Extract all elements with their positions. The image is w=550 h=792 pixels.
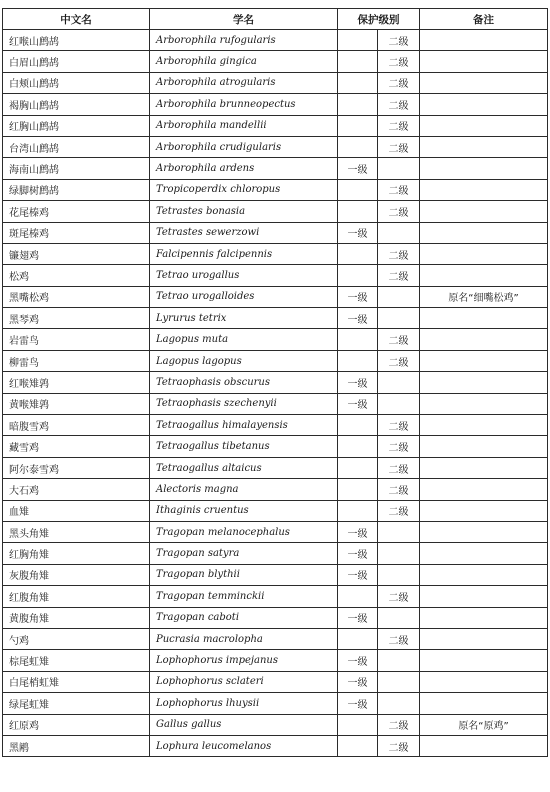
chinese-name-cell: 松鸡 xyxy=(3,265,150,286)
header-remarks: 备注 xyxy=(420,9,548,30)
chinese-name-cell: 白颊山鹧鸪 xyxy=(3,72,150,93)
level-two-cell xyxy=(378,564,420,585)
table-row xyxy=(3,564,548,585)
level-one-cell: 一级 xyxy=(338,693,378,714)
level-one-cell xyxy=(338,628,378,649)
level-one-cell xyxy=(338,51,378,72)
table-row xyxy=(3,308,548,329)
chinese-name-cell: 柳雷鸟 xyxy=(3,350,150,371)
remarks-cell xyxy=(420,500,548,521)
table-row xyxy=(3,136,548,157)
scientific-name-cell: Tetrao urogallus xyxy=(150,265,338,286)
scientific-name-cell: Tragopan caboti xyxy=(150,607,338,628)
scientific-name-cell: Arborophila gingica xyxy=(150,51,338,72)
chinese-name-cell: 花尾榛鸡 xyxy=(3,201,150,222)
level-two-cell xyxy=(378,286,420,307)
chinese-name-cell: 棕尾虹雉 xyxy=(3,650,150,671)
level-two-cell xyxy=(378,607,420,628)
table-row xyxy=(3,265,548,286)
chinese-name-cell: 黄喉雉鹑 xyxy=(3,393,150,414)
header-scientific-name: 学名 xyxy=(150,9,338,30)
scientific-name-cell: Tetraogallus tibetanus xyxy=(150,436,338,457)
scientific-name-cell: Tragopan melanocephalus xyxy=(150,521,338,542)
level-two-cell: 二级 xyxy=(378,30,420,51)
level-one-cell: 一级 xyxy=(338,671,378,692)
chinese-name-cell: 白眉山鹧鸪 xyxy=(3,51,150,72)
remarks-cell xyxy=(420,607,548,628)
chinese-name-cell: 台湾山鹧鸪 xyxy=(3,136,150,157)
remarks-cell xyxy=(420,671,548,692)
scientific-name-cell: Tetraophasis szechenyii xyxy=(150,393,338,414)
level-one-cell xyxy=(338,586,378,607)
table-row xyxy=(3,30,548,51)
header-chinese-name: 中文名 xyxy=(3,9,150,30)
scientific-name-cell: Alectoris magna xyxy=(150,479,338,500)
table-row xyxy=(3,243,548,264)
chinese-name-cell: 血雉 xyxy=(3,500,150,521)
remarks-cell xyxy=(420,693,548,714)
table-row xyxy=(3,693,548,714)
table-row xyxy=(3,286,548,307)
scientific-name-cell: Lagopus lagopus xyxy=(150,350,338,371)
level-two-cell: 二级 xyxy=(378,179,420,200)
level-two-cell: 二级 xyxy=(378,436,420,457)
level-two-cell xyxy=(378,372,420,393)
scientific-name-cell: Pucrasia macrolopha xyxy=(150,628,338,649)
scientific-name-cell: Lyrurus tetrix xyxy=(150,308,338,329)
level-two-cell: 二级 xyxy=(378,500,420,521)
scientific-name-cell: Lophophorus impejanus xyxy=(150,650,338,671)
table-row xyxy=(3,158,548,179)
chinese-name-cell: 岩雷鸟 xyxy=(3,329,150,350)
table-row xyxy=(3,350,548,371)
scientific-name-cell: Tetraogallus altaicus xyxy=(150,457,338,478)
remarks-cell xyxy=(420,222,548,243)
remarks-cell xyxy=(420,72,548,93)
scientific-name-cell: Ithaginis cruentus xyxy=(150,500,338,521)
level-two-cell: 二级 xyxy=(378,628,420,649)
chinese-name-cell: 藏雪鸡 xyxy=(3,436,150,457)
level-two-cell: 二级 xyxy=(378,201,420,222)
chinese-name-cell: 红原鸡 xyxy=(3,714,150,735)
level-one-cell: 一级 xyxy=(338,521,378,542)
table-row xyxy=(3,543,548,564)
chinese-name-cell: 红胸角雉 xyxy=(3,543,150,564)
remarks-cell xyxy=(420,115,548,136)
chinese-name-cell: 黑琴鸡 xyxy=(3,308,150,329)
scientific-name-cell: Arborophila crudigularis xyxy=(150,136,338,157)
level-one-cell xyxy=(338,243,378,264)
level-one-cell xyxy=(338,329,378,350)
scientific-name-cell: Arborophila mandellii xyxy=(150,115,338,136)
scientific-name-cell: Arborophila rufogularis xyxy=(150,30,338,51)
remarks-cell xyxy=(420,30,548,51)
chinese-name-cell: 斑尾榛鸡 xyxy=(3,222,150,243)
table-row xyxy=(3,201,548,222)
level-two-cell: 二级 xyxy=(378,94,420,115)
remarks-cell xyxy=(420,735,548,756)
level-two-cell xyxy=(378,693,420,714)
level-two-cell: 二级 xyxy=(378,415,420,436)
remarks-cell xyxy=(420,329,548,350)
level-one-cell: 一级 xyxy=(338,564,378,585)
level-two-cell: 二级 xyxy=(378,714,420,735)
level-one-cell: 一级 xyxy=(338,372,378,393)
chinese-name-cell: 红胸山鹧鸪 xyxy=(3,115,150,136)
level-two-cell: 二级 xyxy=(378,136,420,157)
chinese-name-cell: 大石鸡 xyxy=(3,479,150,500)
scientific-name-cell: Gallus gallus xyxy=(150,714,338,735)
level-one-cell: 一级 xyxy=(338,650,378,671)
chinese-name-cell: 白尾梢虹雉 xyxy=(3,671,150,692)
table-row xyxy=(3,415,548,436)
level-two-cell: 二级 xyxy=(378,329,420,350)
level-one-cell: 一级 xyxy=(338,308,378,329)
table-row xyxy=(3,179,548,200)
table-row xyxy=(3,436,548,457)
level-one-cell xyxy=(338,415,378,436)
scientific-name-cell: Lagopus muta xyxy=(150,329,338,350)
remarks-cell xyxy=(420,650,548,671)
scientific-name-cell: Tetraophasis obscurus xyxy=(150,372,338,393)
scientific-name-cell: Falcipennis falcipennis xyxy=(150,243,338,264)
level-one-cell: 一级 xyxy=(338,393,378,414)
level-one-cell xyxy=(338,479,378,500)
level-two-cell xyxy=(378,393,420,414)
table-row xyxy=(3,671,548,692)
remarks-cell xyxy=(420,158,548,179)
level-one-cell xyxy=(338,436,378,457)
remarks-cell xyxy=(420,415,548,436)
remarks-cell xyxy=(420,586,548,607)
level-one-cell xyxy=(338,735,378,756)
table-row xyxy=(3,607,548,628)
level-one-cell xyxy=(338,457,378,478)
level-two-cell: 二级 xyxy=(378,115,420,136)
scientific-name-cell: Tragopan temminckii xyxy=(150,586,338,607)
chinese-name-cell: 黑鹇 xyxy=(3,735,150,756)
scientific-name-cell: Arborophila ardens xyxy=(150,158,338,179)
level-one-cell xyxy=(338,94,378,115)
remarks-cell xyxy=(420,628,548,649)
chinese-name-cell: 镰翅鸡 xyxy=(3,243,150,264)
chinese-name-cell: 绿尾虹雉 xyxy=(3,693,150,714)
remarks-cell: 原名“原鸡” xyxy=(420,714,548,735)
table-row xyxy=(3,457,548,478)
scientific-name-cell: Lophophorus sclateri xyxy=(150,671,338,692)
table-row xyxy=(3,51,548,72)
level-two-cell: 二级 xyxy=(378,72,420,93)
scientific-name-cell: Tetraogallus himalayensis xyxy=(150,415,338,436)
scientific-name-cell: Tragopan blythii xyxy=(150,564,338,585)
chinese-name-cell: 红腹角雉 xyxy=(3,586,150,607)
remarks-cell xyxy=(420,457,548,478)
level-one-cell xyxy=(338,201,378,222)
scientific-name-cell: Tropicoperdix chloropus xyxy=(150,179,338,200)
level-two-cell xyxy=(378,671,420,692)
level-two-cell: 二级 xyxy=(378,350,420,371)
table-row xyxy=(3,714,548,735)
table-row xyxy=(3,500,548,521)
level-one-cell xyxy=(338,179,378,200)
protected-species-table xyxy=(2,8,548,757)
remarks-cell: 原名“细嘴松鸡” xyxy=(420,286,548,307)
remarks-cell xyxy=(420,308,548,329)
level-two-cell: 二级 xyxy=(378,243,420,264)
chinese-name-cell: 褐胸山鹧鸪 xyxy=(3,94,150,115)
level-two-cell: 二级 xyxy=(378,51,420,72)
table-row xyxy=(3,329,548,350)
table-row xyxy=(3,72,548,93)
chinese-name-cell: 暗腹雪鸡 xyxy=(3,415,150,436)
table-row xyxy=(3,372,548,393)
scientific-name-cell: Tragopan satyra xyxy=(150,543,338,564)
remarks-cell xyxy=(420,51,548,72)
scientific-name-cell: Tetrastes sewerzowi xyxy=(150,222,338,243)
level-one-cell: 一级 xyxy=(338,543,378,564)
scientific-name-cell: Lophura leucomelanos xyxy=(150,735,338,756)
table-row xyxy=(3,735,548,756)
level-two-cell xyxy=(378,521,420,542)
level-two-cell: 二级 xyxy=(378,735,420,756)
chinese-name-cell: 黑嘴松鸡 xyxy=(3,286,150,307)
remarks-cell xyxy=(420,479,548,500)
remarks-cell xyxy=(420,265,548,286)
level-one-cell xyxy=(338,72,378,93)
level-two-cell: 二级 xyxy=(378,586,420,607)
level-one-cell: 一级 xyxy=(338,158,378,179)
scientific-name-cell: Arborophila brunneopectus xyxy=(150,94,338,115)
level-one-cell xyxy=(338,136,378,157)
chinese-name-cell: 灰腹角雉 xyxy=(3,564,150,585)
table-row xyxy=(3,586,548,607)
level-two-cell: 二级 xyxy=(378,265,420,286)
chinese-name-cell: 勺鸡 xyxy=(3,628,150,649)
header-protection-level: 保护级别 xyxy=(338,9,420,30)
remarks-cell xyxy=(420,372,548,393)
remarks-cell xyxy=(420,243,548,264)
chinese-name-cell: 阿尔泰雪鸡 xyxy=(3,457,150,478)
level-two-cell xyxy=(378,308,420,329)
remarks-cell xyxy=(420,94,548,115)
chinese-name-cell: 黄腹角雉 xyxy=(3,607,150,628)
remarks-cell xyxy=(420,179,548,200)
table-header-row xyxy=(3,9,548,30)
scientific-name-cell: Lophophorus lhuysii xyxy=(150,693,338,714)
remarks-cell xyxy=(420,350,548,371)
table-row xyxy=(3,115,548,136)
level-one-cell xyxy=(338,350,378,371)
table-row xyxy=(3,393,548,414)
level-one-cell xyxy=(338,265,378,286)
table-row xyxy=(3,628,548,649)
level-one-cell xyxy=(338,500,378,521)
level-two-cell xyxy=(378,158,420,179)
table-body xyxy=(3,30,548,757)
chinese-name-cell: 海南山鹧鸪 xyxy=(3,158,150,179)
remarks-cell xyxy=(420,543,548,564)
scientific-name-cell: Arborophila atrogularis xyxy=(150,72,338,93)
remarks-cell xyxy=(420,393,548,414)
remarks-cell xyxy=(420,564,548,585)
chinese-name-cell: 黑头角雉 xyxy=(3,521,150,542)
scientific-name-cell: Tetrastes bonasia xyxy=(150,201,338,222)
level-one-cell: 一级 xyxy=(338,222,378,243)
level-two-cell xyxy=(378,543,420,564)
table-row xyxy=(3,650,548,671)
level-one-cell xyxy=(338,30,378,51)
chinese-name-cell: 红喉雉鹑 xyxy=(3,372,150,393)
remarks-cell xyxy=(420,201,548,222)
remarks-cell xyxy=(420,136,548,157)
document-page xyxy=(2,8,547,757)
level-one-cell xyxy=(338,714,378,735)
remarks-cell xyxy=(420,521,548,542)
scientific-name-cell: Tetrao urogalloides xyxy=(150,286,338,307)
table-row xyxy=(3,94,548,115)
chinese-name-cell: 绿脚树鹧鸪 xyxy=(3,179,150,200)
chinese-name-cell: 红喉山鹧鸪 xyxy=(3,30,150,51)
remarks-cell xyxy=(420,436,548,457)
table-row xyxy=(3,521,548,542)
level-one-cell: 一级 xyxy=(338,607,378,628)
table-row xyxy=(3,479,548,500)
level-one-cell xyxy=(338,115,378,136)
table-row xyxy=(3,222,548,243)
level-two-cell: 二级 xyxy=(378,479,420,500)
level-two-cell: 二级 xyxy=(378,457,420,478)
level-two-cell xyxy=(378,222,420,243)
level-one-cell: 一级 xyxy=(338,286,378,307)
level-two-cell xyxy=(378,650,420,671)
